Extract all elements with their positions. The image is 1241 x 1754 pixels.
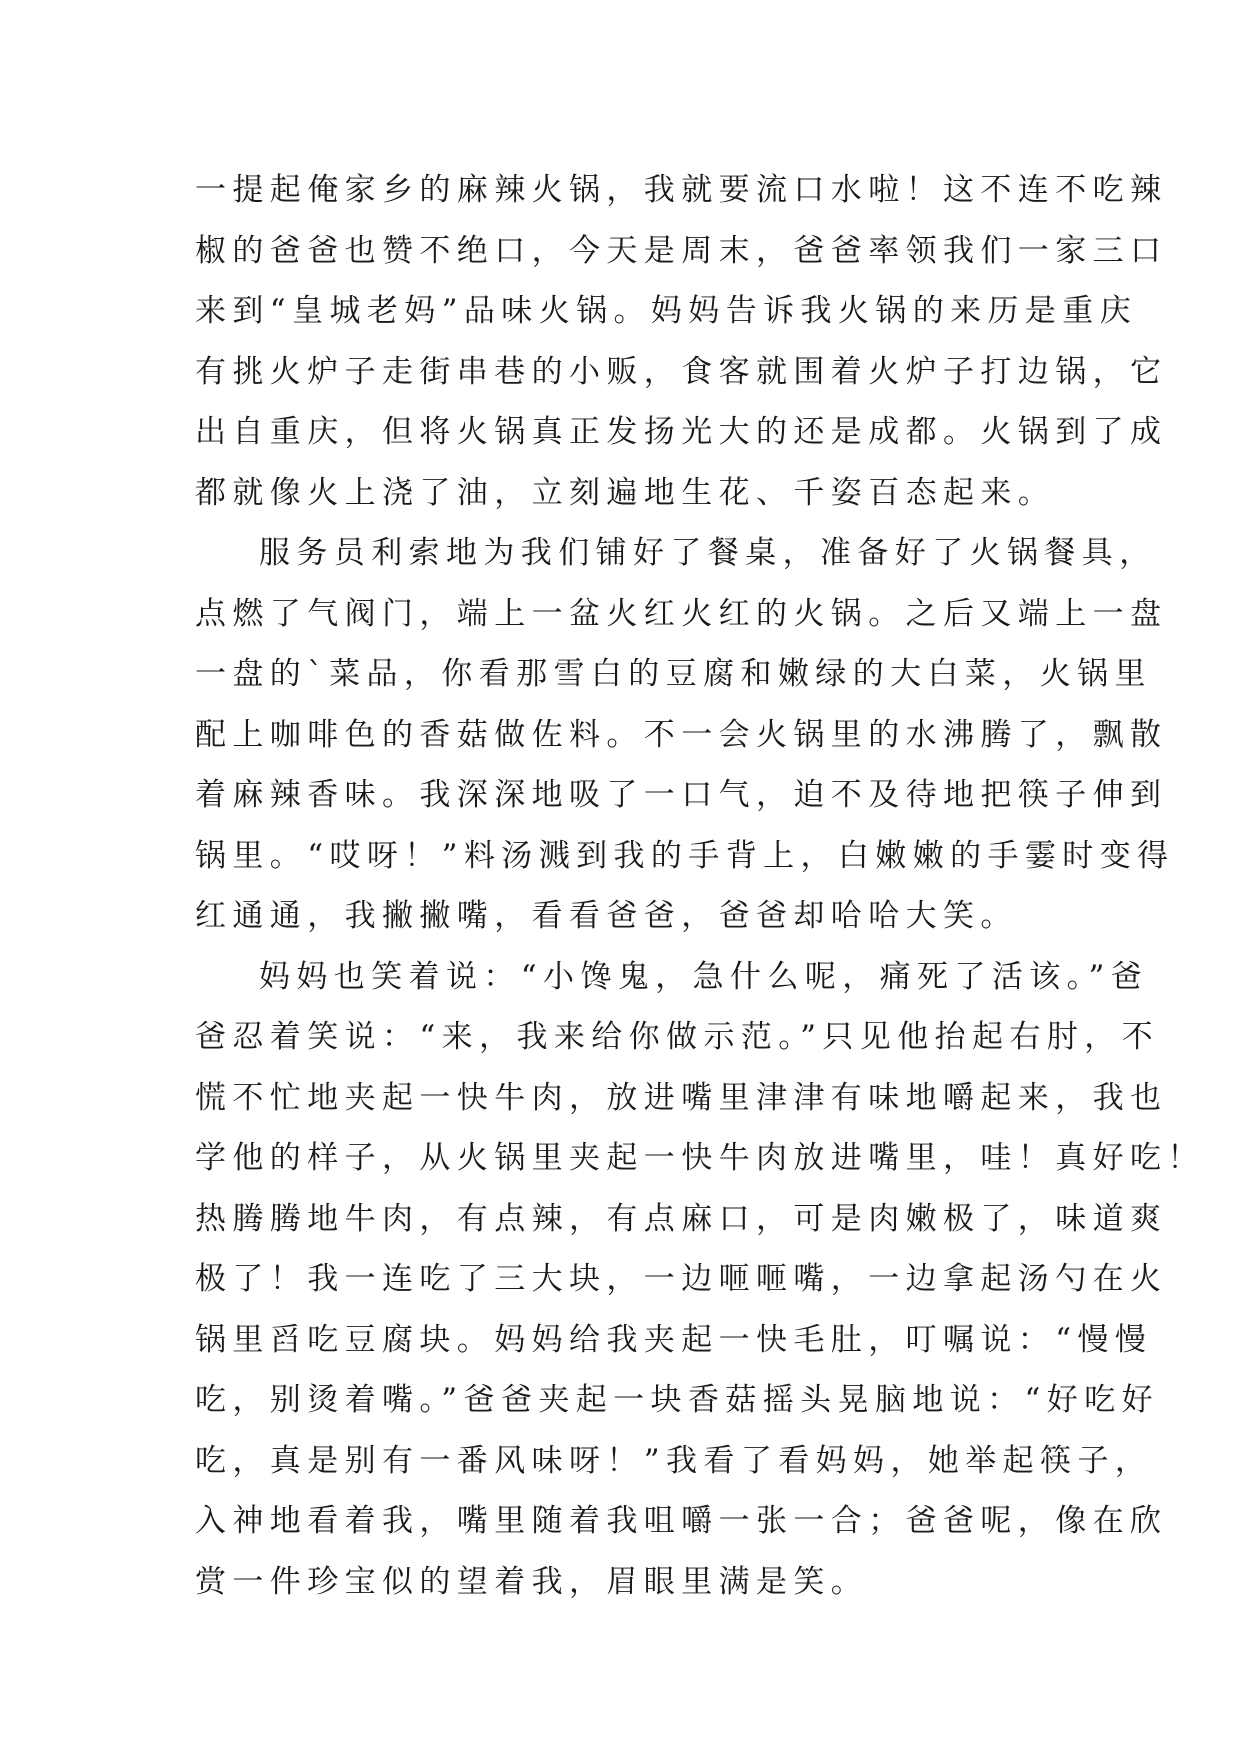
paragraph-line: 红通通，我撇撇嘴，看看爸爸，爸爸却哈哈大笑。 bbox=[195, 898, 1018, 934]
paragraph-line: 服务员利索地为我们铺好了餐桌，准备好了火锅餐具， bbox=[259, 535, 1157, 571]
paragraph-line: 热腾腾地牛肉，有点辣，有点麻口，可是肉嫩极了，味道爽 bbox=[195, 1200, 1168, 1237]
paragraph-line: 点燃了气阀门，端上一盆火红火红的火锅。之后又端上一盘 bbox=[195, 595, 1168, 632]
paragraph-line: 配上咖啡色的香菇做佐料。不一会火锅里的水沸腾了，飘散 bbox=[195, 716, 1168, 753]
paragraph-line: 入神地看着我，嘴里随着我咀嚼一张一合；爸爸呢，像在欣 bbox=[195, 1503, 1168, 1539]
paragraph-line: 着麻辣香味。我深深地吸了一口气，迫不及待地把筷子伸到 bbox=[195, 777, 1168, 813]
document-body bbox=[195, 160, 1205, 1612]
paragraph-line: 吃，真是别有一番风味呀！”我看了看妈妈，她举起筷子， bbox=[195, 1442, 1153, 1479]
paragraph-line: 吃，别烫着嘴。”爸爸夹起一块香菇摇头晃脑地说：“好吃好 bbox=[195, 1382, 1159, 1418]
paragraph-line: 出自重庆，但将火锅真正发扬光大的还是成都。火锅到了成 bbox=[195, 414, 1168, 450]
paragraph-line: 来到“皇城老妈”品味火锅。妈妈告诉我火锅的来历是重庆 bbox=[195, 293, 1138, 329]
paragraph-line: 一提起俺家乡的麻辣火锅，我就要流口水啦！这不连不吃辣 bbox=[195, 172, 1168, 208]
paragraph-line: 极了！我一连吃了三大块，一边咂咂嘴，一边拿起汤勺在火 bbox=[195, 1261, 1168, 1297]
paragraph-line: 学他的样子，从火锅里夹起一快牛肉放进嘴里，哇！真好吃！ bbox=[195, 1140, 1205, 1176]
paragraph-line: 妈妈也笑着说：“小馋鬼，急什么呢，痛死了活该。”爸 bbox=[259, 958, 1149, 995]
paragraph-2 bbox=[195, 523, 1175, 947]
paragraph-line: 锅里。“哎呀！”料汤溅到我的手背上，白嫩嫩的手霎时变得 bbox=[195, 837, 1175, 874]
paragraph-1 bbox=[195, 160, 1168, 523]
paragraph-line: 有挑火炉子走街串巷的小贩，食客就围着火炉子打边锅，它 bbox=[195, 353, 1168, 390]
paragraph-line: 爸忍着笑说：“来，我来给你做示范。”只见他抬起右肘，不 bbox=[195, 1019, 1159, 1055]
paragraph-line: 都就像火上浇了油，立刻遍地生花、千姿百态起来。 bbox=[195, 474, 1056, 511]
paragraph-line: 椒的爸爸也赞不绝口，今天是周末，爸爸率领我们一家三口 bbox=[195, 232, 1168, 269]
paragraph-line: 赏一件珍宝似的望着我，眉眼里满是笑。 bbox=[195, 1563, 869, 1600]
paragraph-line: 慌不忙地夹起一快牛肉，放进嘴里津津有味地嚼起来，我也 bbox=[195, 1079, 1168, 1116]
paragraph-line: 锅里舀吃豆腐块。妈妈给我夹起一快毛肚，叮嘱说：“慢慢 bbox=[195, 1321, 1153, 1358]
paragraph-line: 一盘的`菜品，你看那雪白的豆腐和嫩绿的大白菜，火锅里 bbox=[195, 656, 1152, 692]
paragraph-3 bbox=[195, 947, 1205, 1613]
